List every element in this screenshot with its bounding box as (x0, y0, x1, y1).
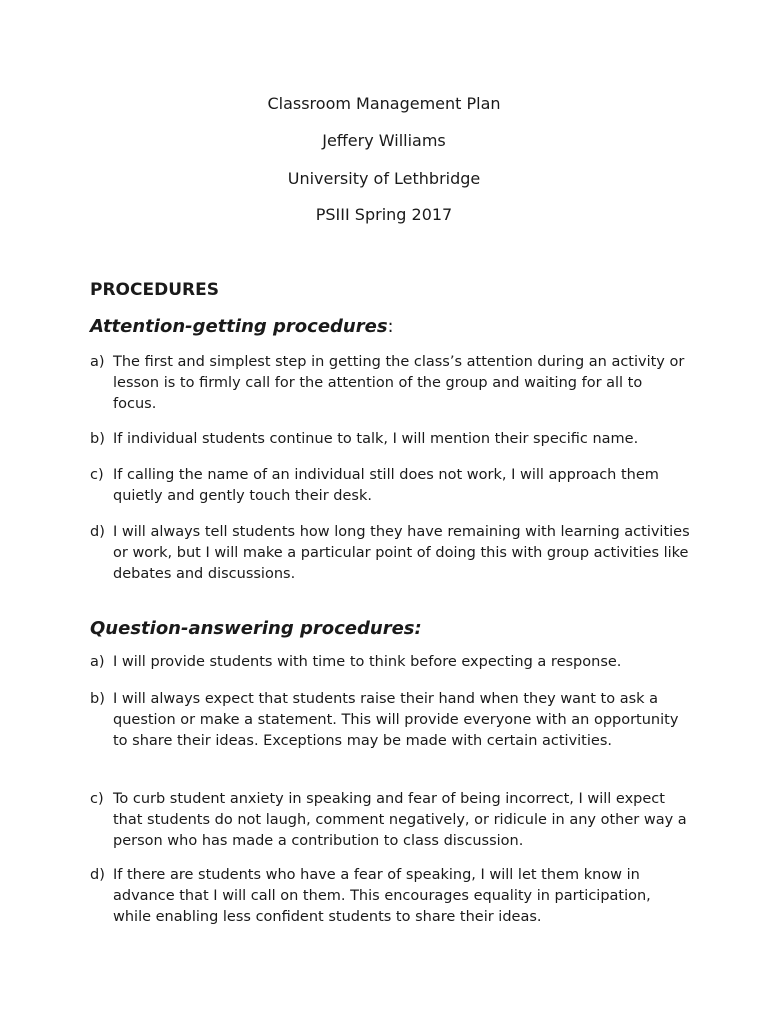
attention-item-b (90, 429, 690, 450)
question-item-a (90, 652, 690, 673)
list-item-text: If there are students who have a fear of speaking, I will let them know in advance that I will call on them. This encourages equality in participation, while enabling less confident students to share their ideas. (113, 867, 651, 925)
list-item-text: To curb student anxiety in speaking and fear of being incorrect, I will expect that students do not laugh, comment negatively, or ridicule in any other way a person who has made a contribution to class discussion. (113, 791, 687, 849)
list-marker: d) (90, 867, 105, 883)
document-title: Classroom Management Plan (267, 94, 501, 113)
attention-item-d (90, 522, 690, 585)
question-heading: Question-answering procedures: (90, 618, 422, 639)
list-marker: a) (90, 354, 105, 370)
attention-heading-colon: : (387, 316, 394, 337)
list-item-text: If calling the name of an individual still does not work, I will approach them quietly and gently touch their desk. (113, 467, 659, 504)
question-item-c (90, 789, 690, 852)
procedures-heading: PROCEDURES (90, 280, 219, 300)
attention-item-a (90, 352, 690, 415)
attention-item-c (90, 465, 690, 507)
question-item-b (90, 689, 690, 752)
list-item-text: I will provide students with time to think before expecting a response. (113, 654, 622, 670)
author-name: Jeffery Williams (322, 131, 446, 150)
list-item-text: I will always expect that students raise their hand when they want to ask a question or make a statement. This will provide everyone with an opportunity to share their ideas. Exceptions may be made with certain activities. (113, 691, 679, 749)
list-item-text: The first and simplest step in getting the class’s attention during an activity or lesson is to firmly call for the attention of the group and waiting for all to focus. (113, 354, 685, 412)
institution-name: University of Lethbridge (287, 169, 481, 188)
list-item-text: I will always tell students how long they have remaining with learning activities or work, but I will make a particular point of doing this with group activities like debates and discussions. (113, 524, 690, 582)
list-marker: b) (90, 691, 105, 707)
list-marker: b) (90, 431, 105, 447)
list-marker: d) (90, 524, 105, 540)
term-label: PSIII Spring 2017 (315, 205, 453, 224)
list-marker: a) (90, 654, 105, 670)
list-marker: c) (90, 791, 104, 807)
list-item-text: If individual students continue to talk, I will mention their specific name. (113, 431, 639, 447)
attention-heading-text: Attention-getting procedures (90, 316, 388, 337)
question-item-d (90, 865, 690, 928)
list-marker: c) (90, 467, 104, 483)
attention-heading (90, 315, 394, 339)
